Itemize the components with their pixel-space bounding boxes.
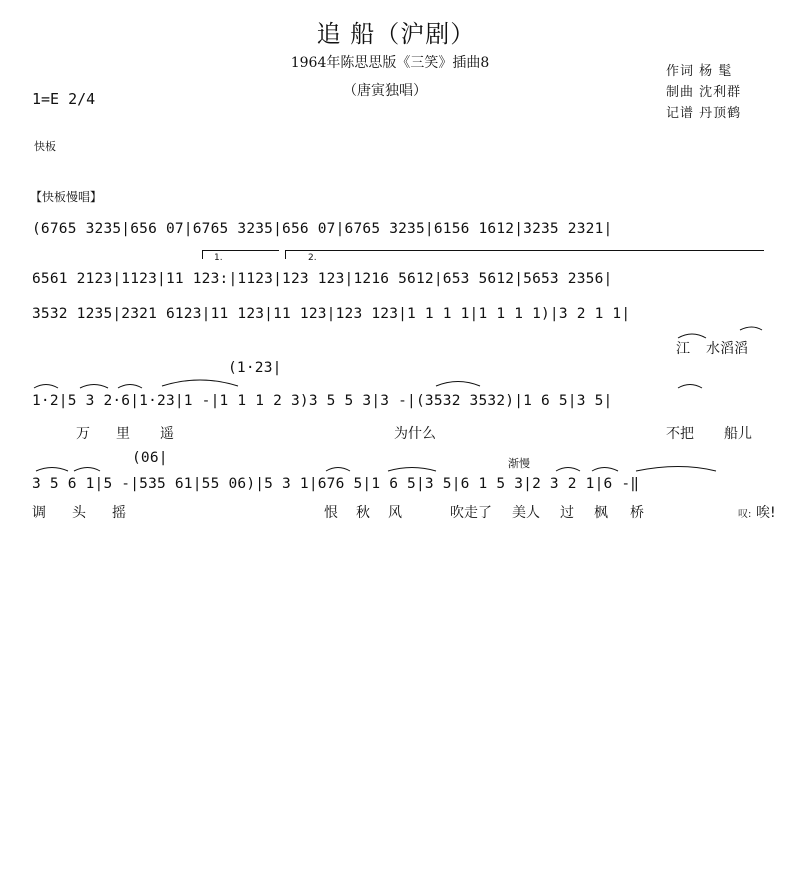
score-line-2: 6561 2123|1123|11 123:|1123|123 123|1216 5612|653 5612|5653 2356| bbox=[32, 271, 613, 287]
transcriber-credit: 记谱 丹顶鹤 bbox=[666, 106, 742, 121]
singer-note: （唐寅独唱） bbox=[343, 83, 427, 99]
subtitle: 1964年陈思思版《三笑》插曲8 bbox=[290, 55, 490, 71]
lyric-word: 过 bbox=[560, 505, 574, 521]
composer-credit: 制曲 沈利群 bbox=[666, 85, 742, 100]
lyric-word: 唉! bbox=[756, 505, 776, 521]
score-line-3: 3532 1235|2321 6123|11 123|11 123|123 123|1 1 1 1|1 1 1 1)|3 2 1 1| bbox=[32, 306, 631, 322]
lyric-word: 水滔滔 bbox=[706, 341, 748, 357]
second-ending-label: 2. bbox=[308, 253, 317, 263]
score-line-1: (6765 3235|656 07|6765 3235|656 07|6765 3235|6156 1612|3235 2321| bbox=[32, 221, 613, 237]
lyric-aside: 叹: bbox=[738, 509, 752, 520]
score-line-4-cue: (1·23| bbox=[228, 360, 282, 376]
lyric-word: 为什么 bbox=[394, 426, 436, 442]
lyric-word: 恨 bbox=[324, 505, 338, 521]
tempo-marking: 快板 bbox=[34, 140, 56, 153]
lyric-word: 秋 bbox=[356, 505, 370, 521]
lyric-word: 桥 bbox=[630, 505, 644, 521]
lyric-word: 摇 bbox=[112, 505, 126, 521]
page-title: 追 船（沪剧） bbox=[316, 20, 476, 48]
lyric-word: 美人 bbox=[512, 505, 540, 521]
ritardando-marking: 渐慢 bbox=[508, 457, 530, 470]
lyric-word: 风 bbox=[388, 505, 402, 521]
key-signature: 1=E 2/4 bbox=[32, 90, 96, 108]
lyrics-line-5 bbox=[0, 502, 792, 522]
lyric-word: 万 bbox=[76, 426, 90, 442]
lyric-word: 船儿 bbox=[724, 426, 752, 442]
lyric-word: 里 bbox=[116, 426, 130, 442]
first-ending-label: 1. bbox=[214, 253, 223, 263]
lyrics-line-4 bbox=[0, 423, 792, 443]
lyrics-line-3 bbox=[0, 338, 792, 358]
lyric-word: 枫 bbox=[594, 505, 608, 521]
score-line-4: 1·2|5 3 2·6|1·23|1 -|1 1 1 2 3)3 5 5 3|3 -|(3532 3532)|1 6 5|3 5| bbox=[32, 393, 613, 409]
score-line-5-cue: (06| bbox=[132, 450, 168, 466]
lyric-word: 吹走了 bbox=[450, 505, 492, 521]
section-label: 【快板慢唱】 bbox=[30, 190, 103, 204]
lyric-word: 头 bbox=[72, 505, 86, 521]
lyric-word: 调 bbox=[32, 505, 46, 521]
lyric-word: 江 bbox=[676, 341, 690, 357]
lyric-word: 遥 bbox=[160, 426, 174, 442]
score-line-5: 3 5 6 1|5 -|535 61|55 06)|5 3 1|676 5|1 6 5|3 5|6 1 5 3|2 3 2 1|6 -‖ bbox=[32, 476, 640, 492]
lyricist-credit: 作词 杨 髦 bbox=[666, 64, 733, 79]
lyric-word: 不把 bbox=[666, 426, 694, 442]
